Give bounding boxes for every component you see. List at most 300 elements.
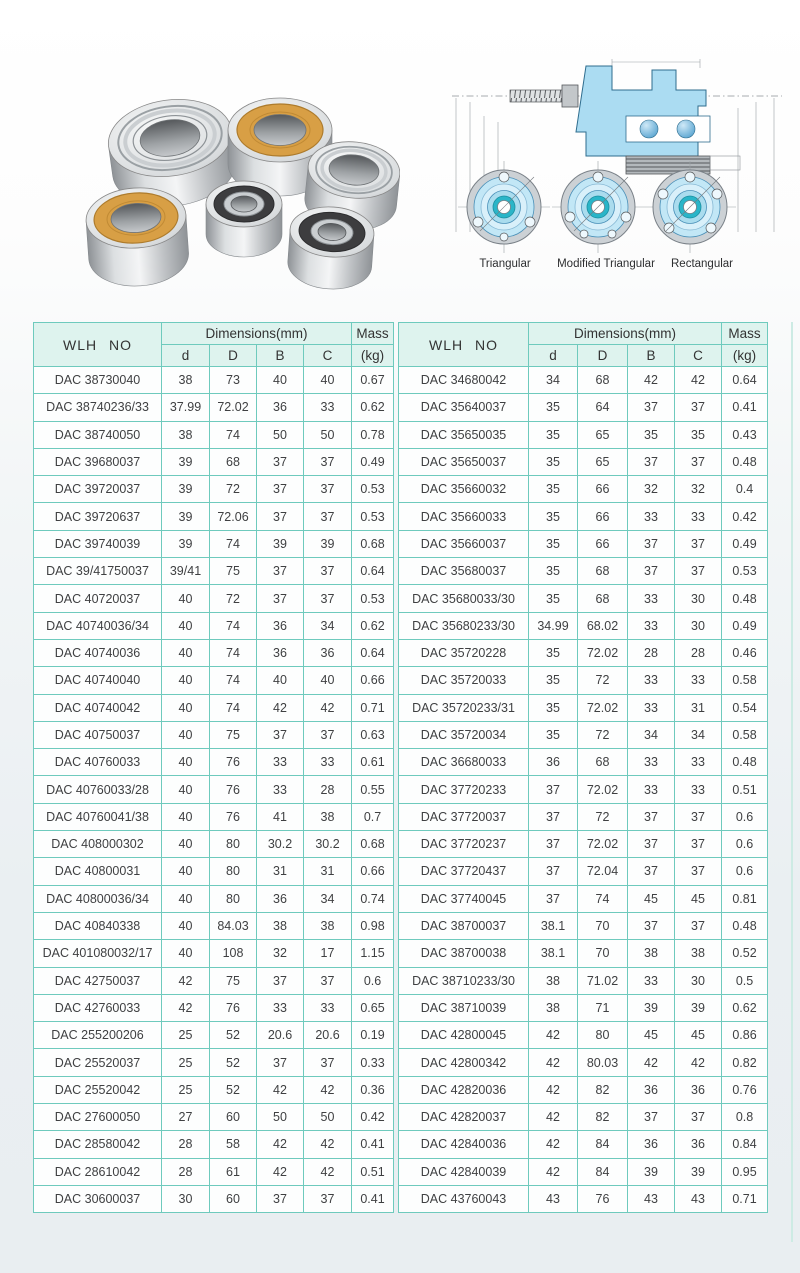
part-number-cell: DAC 401080032/17 xyxy=(34,940,162,967)
value-cell: 30 xyxy=(162,1185,210,1212)
value-cell: 33 xyxy=(628,585,675,612)
value-cell: 0.48 xyxy=(722,585,768,612)
value-cell: 80.03 xyxy=(578,1049,628,1076)
col-header-mass: Mass xyxy=(722,323,768,345)
part-number-cell: DAC 37720037 xyxy=(399,803,529,830)
value-cell: 42 xyxy=(304,1076,352,1103)
value-cell: 0.64 xyxy=(722,367,768,394)
part-number-cell: DAC 30600037 xyxy=(34,1185,162,1212)
value-cell: 0.74 xyxy=(352,885,394,912)
value-cell: 43 xyxy=(529,1185,578,1212)
value-cell: 0.6 xyxy=(352,967,394,994)
col-header-wlh-no: WLH NO xyxy=(399,323,529,367)
value-cell: 74 xyxy=(210,530,257,557)
part-number-cell: DAC 40720037 xyxy=(34,585,162,612)
col-header-C: C xyxy=(675,345,722,367)
table-row xyxy=(399,1158,768,1185)
caption-rectangular: Rectangular xyxy=(670,258,734,270)
col-header-D: D xyxy=(210,345,257,367)
part-number-cell: DAC 40760033 xyxy=(34,749,162,776)
value-cell: 37 xyxy=(304,503,352,530)
value-cell: 40 xyxy=(162,858,210,885)
value-cell: 0.53 xyxy=(352,503,394,530)
value-cell: 0.51 xyxy=(722,776,768,803)
col-header-mass: Mass xyxy=(352,323,394,345)
value-cell: 37 xyxy=(628,912,675,939)
value-cell: 33 xyxy=(304,394,352,421)
table-row xyxy=(399,558,768,585)
part-number-cell: DAC 42800045 xyxy=(399,1022,529,1049)
col-header-kg: (kg) xyxy=(722,345,768,367)
table-row xyxy=(399,749,768,776)
value-cell: 0.5 xyxy=(722,967,768,994)
value-cell: 68 xyxy=(578,367,628,394)
value-cell: 36 xyxy=(628,1076,675,1103)
value-cell: 0.62 xyxy=(352,394,394,421)
value-cell: 0.86 xyxy=(722,1022,768,1049)
value-cell: 35 xyxy=(529,421,578,448)
value-cell: 0.6 xyxy=(722,803,768,830)
value-cell: 66 xyxy=(578,530,628,557)
value-cell: 42 xyxy=(304,694,352,721)
value-cell: 72 xyxy=(210,585,257,612)
bearing-spec-table-right xyxy=(398,322,768,1213)
value-cell: 0.53 xyxy=(352,476,394,503)
value-cell: 0.7 xyxy=(352,803,394,830)
table-header xyxy=(399,323,768,367)
value-cell: 82 xyxy=(578,1076,628,1103)
value-cell: 65 xyxy=(578,448,628,475)
hub-cross-section xyxy=(510,66,740,174)
table-row xyxy=(399,667,768,694)
value-cell: 32 xyxy=(675,476,722,503)
value-cell: 42 xyxy=(529,1158,578,1185)
table-row xyxy=(34,858,394,885)
table-row xyxy=(399,885,768,912)
value-cell: 45 xyxy=(628,885,675,912)
value-cell: 33 xyxy=(675,503,722,530)
value-cell: 37 xyxy=(304,1185,352,1212)
value-cell: 1.15 xyxy=(352,940,394,967)
caption-triangular: Triangular xyxy=(479,258,531,270)
value-cell: 76 xyxy=(210,803,257,830)
part-number-cell: DAC 42820037 xyxy=(399,1104,529,1131)
part-number-cell: DAC 43760043 xyxy=(399,1185,529,1212)
value-cell: 72.02 xyxy=(578,694,628,721)
value-cell: 68 xyxy=(578,585,628,612)
value-cell: 33 xyxy=(257,776,304,803)
value-cell: 35 xyxy=(529,503,578,530)
table-row xyxy=(34,1131,394,1158)
value-cell: 72 xyxy=(578,667,628,694)
part-number-cell: DAC 35650035 xyxy=(399,421,529,448)
part-number-cell: DAC 39740039 xyxy=(34,530,162,557)
value-cell: 36 xyxy=(257,612,304,639)
value-cell: 40 xyxy=(162,803,210,830)
value-cell: 37 xyxy=(529,776,578,803)
table-row xyxy=(399,831,768,858)
value-cell: 37 xyxy=(304,1049,352,1076)
value-cell: 75 xyxy=(210,967,257,994)
col-header-B: B xyxy=(628,345,675,367)
value-cell: 35 xyxy=(529,476,578,503)
table-row xyxy=(34,994,394,1021)
part-number-cell: DAC 39720637 xyxy=(34,503,162,530)
value-cell: 40 xyxy=(162,585,210,612)
value-cell: 42 xyxy=(162,994,210,1021)
value-cell: 0.66 xyxy=(352,858,394,885)
part-number-cell: DAC 42840039 xyxy=(399,1158,529,1185)
value-cell: 37 xyxy=(529,885,578,912)
value-cell: 80 xyxy=(210,858,257,885)
part-number-cell: DAC 37740045 xyxy=(399,885,529,912)
value-cell: 36 xyxy=(257,394,304,421)
value-cell: 35 xyxy=(529,558,578,585)
value-cell: 0.54 xyxy=(722,694,768,721)
col-header-D: D xyxy=(578,345,628,367)
table-header xyxy=(34,323,394,367)
value-cell: 0.41 xyxy=(722,394,768,421)
flange-view-triangular xyxy=(458,161,550,253)
value-cell: 0.78 xyxy=(352,421,394,448)
value-cell: 72.02 xyxy=(578,776,628,803)
value-cell: 42 xyxy=(529,1022,578,1049)
value-cell: 33 xyxy=(304,994,352,1021)
col-header-C: C xyxy=(304,345,352,367)
value-cell: 34 xyxy=(304,885,352,912)
value-cell: 28 xyxy=(304,776,352,803)
table-row xyxy=(399,1076,768,1103)
value-cell: 68 xyxy=(578,558,628,585)
flange-view-rectangular xyxy=(644,161,736,253)
table-row xyxy=(399,448,768,475)
part-number-cell: DAC 40840338 xyxy=(34,912,162,939)
value-cell: 72.06 xyxy=(210,503,257,530)
value-cell: 35 xyxy=(529,394,578,421)
flange-views xyxy=(458,161,736,253)
value-cell: 58 xyxy=(210,1131,257,1158)
value-cell: 42 xyxy=(257,1076,304,1103)
value-cell: 39 xyxy=(675,1158,722,1185)
part-number-cell: DAC 38700037 xyxy=(399,912,529,939)
bearing-black-center xyxy=(206,181,282,257)
value-cell: 35 xyxy=(628,421,675,448)
value-cell: 31 xyxy=(675,694,722,721)
value-cell: 76 xyxy=(578,1185,628,1212)
value-cell: 39 xyxy=(304,530,352,557)
table-row xyxy=(34,721,394,748)
part-number-cell: DAC 37720437 xyxy=(399,858,529,885)
value-cell: 33 xyxy=(304,749,352,776)
table-row xyxy=(34,585,394,612)
value-cell: 0.36 xyxy=(352,1076,394,1103)
value-cell: 33 xyxy=(257,994,304,1021)
table-row xyxy=(34,421,394,448)
part-number-cell: DAC 35680037 xyxy=(399,558,529,585)
value-cell: 0.66 xyxy=(352,667,394,694)
table-row xyxy=(399,694,768,721)
part-number-cell: DAC 39680037 xyxy=(34,448,162,475)
value-cell: 37 xyxy=(675,394,722,421)
col-header-d: d xyxy=(529,345,578,367)
part-number-cell: DAC 38740236/33 xyxy=(34,394,162,421)
part-number-cell: DAC 40740042 xyxy=(34,694,162,721)
value-cell: 43 xyxy=(628,1185,675,1212)
part-number-cell: DAC 42760033 xyxy=(34,994,162,1021)
table-row xyxy=(34,558,394,585)
value-cell: 37 xyxy=(675,1104,722,1131)
table-row xyxy=(399,994,768,1021)
value-cell: 37 xyxy=(529,803,578,830)
value-cell: 33 xyxy=(675,667,722,694)
value-cell: 0.52 xyxy=(722,940,768,967)
table-row xyxy=(34,912,394,939)
value-cell: 37 xyxy=(675,558,722,585)
table-row xyxy=(399,1131,768,1158)
value-cell: 36 xyxy=(257,885,304,912)
value-cell: 0.48 xyxy=(722,749,768,776)
value-cell: 75 xyxy=(210,721,257,748)
part-number-cell: DAC 40800031 xyxy=(34,858,162,885)
value-cell: 33 xyxy=(628,667,675,694)
value-cell: 35 xyxy=(675,421,722,448)
part-number-cell: DAC 40800036/34 xyxy=(34,885,162,912)
table-row xyxy=(399,394,768,421)
diagram-captions xyxy=(0,258,800,276)
value-cell: 33 xyxy=(628,776,675,803)
value-cell: 45 xyxy=(675,885,722,912)
value-cell: 84.03 xyxy=(210,912,257,939)
value-cell: 0.48 xyxy=(722,912,768,939)
value-cell: 38 xyxy=(529,994,578,1021)
value-cell: 50 xyxy=(304,1104,352,1131)
value-cell: 39 xyxy=(162,448,210,475)
value-cell: 0.84 xyxy=(722,1131,768,1158)
part-number-cell: DAC 40740036/34 xyxy=(34,612,162,639)
value-cell: 39 xyxy=(257,530,304,557)
table-row xyxy=(399,1104,768,1131)
table-row xyxy=(34,967,394,994)
value-cell: 0.48 xyxy=(722,448,768,475)
value-cell: 33 xyxy=(628,612,675,639)
value-cell: 37 xyxy=(304,558,352,585)
part-number-cell: DAC 39720037 xyxy=(34,476,162,503)
value-cell: 0.64 xyxy=(352,558,394,585)
value-cell: 41 xyxy=(257,803,304,830)
value-cell: 52 xyxy=(210,1022,257,1049)
value-cell: 36 xyxy=(304,639,352,666)
part-number-cell: DAC 37720233 xyxy=(399,776,529,803)
part-number-cell: DAC 35680233/30 xyxy=(399,612,529,639)
value-cell: 39 xyxy=(628,1158,675,1185)
value-cell: 38.1 xyxy=(529,940,578,967)
value-cell: 42 xyxy=(675,367,722,394)
value-cell: 33 xyxy=(628,749,675,776)
table-row xyxy=(399,912,768,939)
value-cell: 80 xyxy=(210,831,257,858)
part-number-cell: DAC 25520037 xyxy=(34,1049,162,1076)
table-row xyxy=(399,940,768,967)
value-cell: 0.63 xyxy=(352,721,394,748)
table-row xyxy=(399,1022,768,1049)
value-cell: 20.6 xyxy=(304,1022,352,1049)
flange-view-modified-triangular xyxy=(552,161,644,253)
value-cell: 37 xyxy=(257,585,304,612)
value-cell: 0.61 xyxy=(352,749,394,776)
value-cell: 42 xyxy=(675,1049,722,1076)
part-number-cell: DAC 40740040 xyxy=(34,667,162,694)
part-number-cell: DAC 40740036 xyxy=(34,639,162,666)
value-cell: 30.2 xyxy=(304,831,352,858)
value-cell: 36 xyxy=(675,1076,722,1103)
value-cell: 38 xyxy=(257,912,304,939)
value-cell: 42 xyxy=(529,1104,578,1131)
value-cell: 27 xyxy=(162,1104,210,1131)
value-cell: 72.04 xyxy=(578,858,628,885)
value-cell: 37 xyxy=(257,721,304,748)
table-row xyxy=(399,1049,768,1076)
bearing-spec-table-left xyxy=(33,322,394,1213)
hub-body xyxy=(576,66,706,156)
part-number-cell: DAC 35720033 xyxy=(399,667,529,694)
bearing-ball xyxy=(640,120,658,138)
value-cell: 68 xyxy=(578,749,628,776)
value-cell: 0.98 xyxy=(352,912,394,939)
value-cell: 35 xyxy=(529,639,578,666)
value-cell: 0.82 xyxy=(722,1049,768,1076)
value-cell: 68.02 xyxy=(578,612,628,639)
value-cell: 30 xyxy=(675,612,722,639)
value-cell: 84 xyxy=(578,1158,628,1185)
value-cell: 37 xyxy=(628,448,675,475)
value-cell: 0.76 xyxy=(722,1076,768,1103)
part-number-cell: DAC 40750037 xyxy=(34,721,162,748)
value-cell: 33 xyxy=(257,749,304,776)
part-number-cell: DAC 35640037 xyxy=(399,394,529,421)
value-cell: 36 xyxy=(628,1131,675,1158)
value-cell: 33 xyxy=(675,776,722,803)
value-cell: 37 xyxy=(628,1104,675,1131)
value-cell: 36 xyxy=(529,749,578,776)
value-cell: 37 xyxy=(529,858,578,885)
value-cell: 33 xyxy=(628,694,675,721)
value-cell: 39 xyxy=(675,994,722,1021)
value-cell: 38 xyxy=(529,967,578,994)
table-row xyxy=(399,367,768,394)
part-number-cell: DAC 42840036 xyxy=(399,1131,529,1158)
caption-modified-triangular: Modified Triangular xyxy=(557,258,655,270)
part-number-cell: DAC 34680042 xyxy=(399,367,529,394)
value-cell: 108 xyxy=(210,940,257,967)
part-number-cell: DAC 35660032 xyxy=(399,476,529,503)
value-cell: 30.2 xyxy=(257,831,304,858)
value-cell: 40 xyxy=(162,776,210,803)
table-row xyxy=(34,1185,394,1212)
table-row xyxy=(34,776,394,803)
value-cell: 37 xyxy=(304,721,352,748)
value-cell: 37 xyxy=(257,448,304,475)
value-cell: 37 xyxy=(257,1185,304,1212)
value-cell: 74 xyxy=(210,694,257,721)
value-cell: 0.6 xyxy=(722,831,768,858)
part-number-cell: DAC 28610042 xyxy=(34,1158,162,1185)
table-body-right xyxy=(399,367,768,1213)
value-cell: 71 xyxy=(578,994,628,1021)
value-cell: 42 xyxy=(162,967,210,994)
value-cell: 37 xyxy=(675,803,722,830)
value-cell: 74 xyxy=(210,667,257,694)
value-cell: 34 xyxy=(304,612,352,639)
table-row xyxy=(34,831,394,858)
value-cell: 73 xyxy=(210,367,257,394)
table-row xyxy=(34,885,394,912)
value-cell: 33 xyxy=(628,967,675,994)
part-number-cell: DAC 42820036 xyxy=(399,1076,529,1103)
value-cell: 42 xyxy=(628,1049,675,1076)
value-cell: 76 xyxy=(210,776,257,803)
part-number-cell: DAC 35720034 xyxy=(399,721,529,748)
value-cell: 39 xyxy=(162,530,210,557)
stud-nut xyxy=(562,85,578,107)
table-row xyxy=(399,421,768,448)
value-cell: 74 xyxy=(578,885,628,912)
bearing-black-right xyxy=(286,204,376,292)
value-cell: 0.42 xyxy=(722,503,768,530)
value-cell: 72 xyxy=(210,476,257,503)
value-cell: 36 xyxy=(257,639,304,666)
value-cell: 0.67 xyxy=(352,367,394,394)
table-row xyxy=(34,1158,394,1185)
table-row xyxy=(34,1049,394,1076)
value-cell: 42 xyxy=(257,694,304,721)
value-cell: 38 xyxy=(304,912,352,939)
value-cell: 37.99 xyxy=(162,394,210,421)
value-cell: 42 xyxy=(529,1049,578,1076)
value-cell: 38 xyxy=(304,803,352,830)
value-cell: 37 xyxy=(628,394,675,421)
value-cell: 66 xyxy=(578,476,628,503)
table-row xyxy=(399,530,768,557)
value-cell: 28 xyxy=(628,639,675,666)
part-number-cell: DAC 27600050 xyxy=(34,1104,162,1131)
value-cell: 75 xyxy=(210,558,257,585)
value-cell: 0.68 xyxy=(352,831,394,858)
part-number-cell: DAC 36680033 xyxy=(399,749,529,776)
value-cell: 37 xyxy=(628,558,675,585)
value-cell: 52 xyxy=(210,1076,257,1103)
value-cell: 39 xyxy=(628,994,675,1021)
table-body-left xyxy=(34,367,394,1213)
value-cell: 28 xyxy=(162,1158,210,1185)
value-cell: 25 xyxy=(162,1022,210,1049)
value-cell: 80 xyxy=(578,1022,628,1049)
value-cell: 37 xyxy=(675,831,722,858)
value-cell: 28 xyxy=(162,1131,210,1158)
value-cell: 70 xyxy=(578,912,628,939)
value-cell: 61 xyxy=(210,1158,257,1185)
value-cell: 31 xyxy=(257,858,304,885)
part-number-cell: DAC 38710233/30 xyxy=(399,967,529,994)
value-cell: 40 xyxy=(162,885,210,912)
value-cell: 35 xyxy=(529,721,578,748)
value-cell: 0.6 xyxy=(722,858,768,885)
value-cell: 0.19 xyxy=(352,1022,394,1049)
value-cell: 37 xyxy=(628,803,675,830)
value-cell: 31 xyxy=(304,858,352,885)
value-cell: 37 xyxy=(628,858,675,885)
table-row xyxy=(34,940,394,967)
value-cell: 45 xyxy=(628,1022,675,1049)
